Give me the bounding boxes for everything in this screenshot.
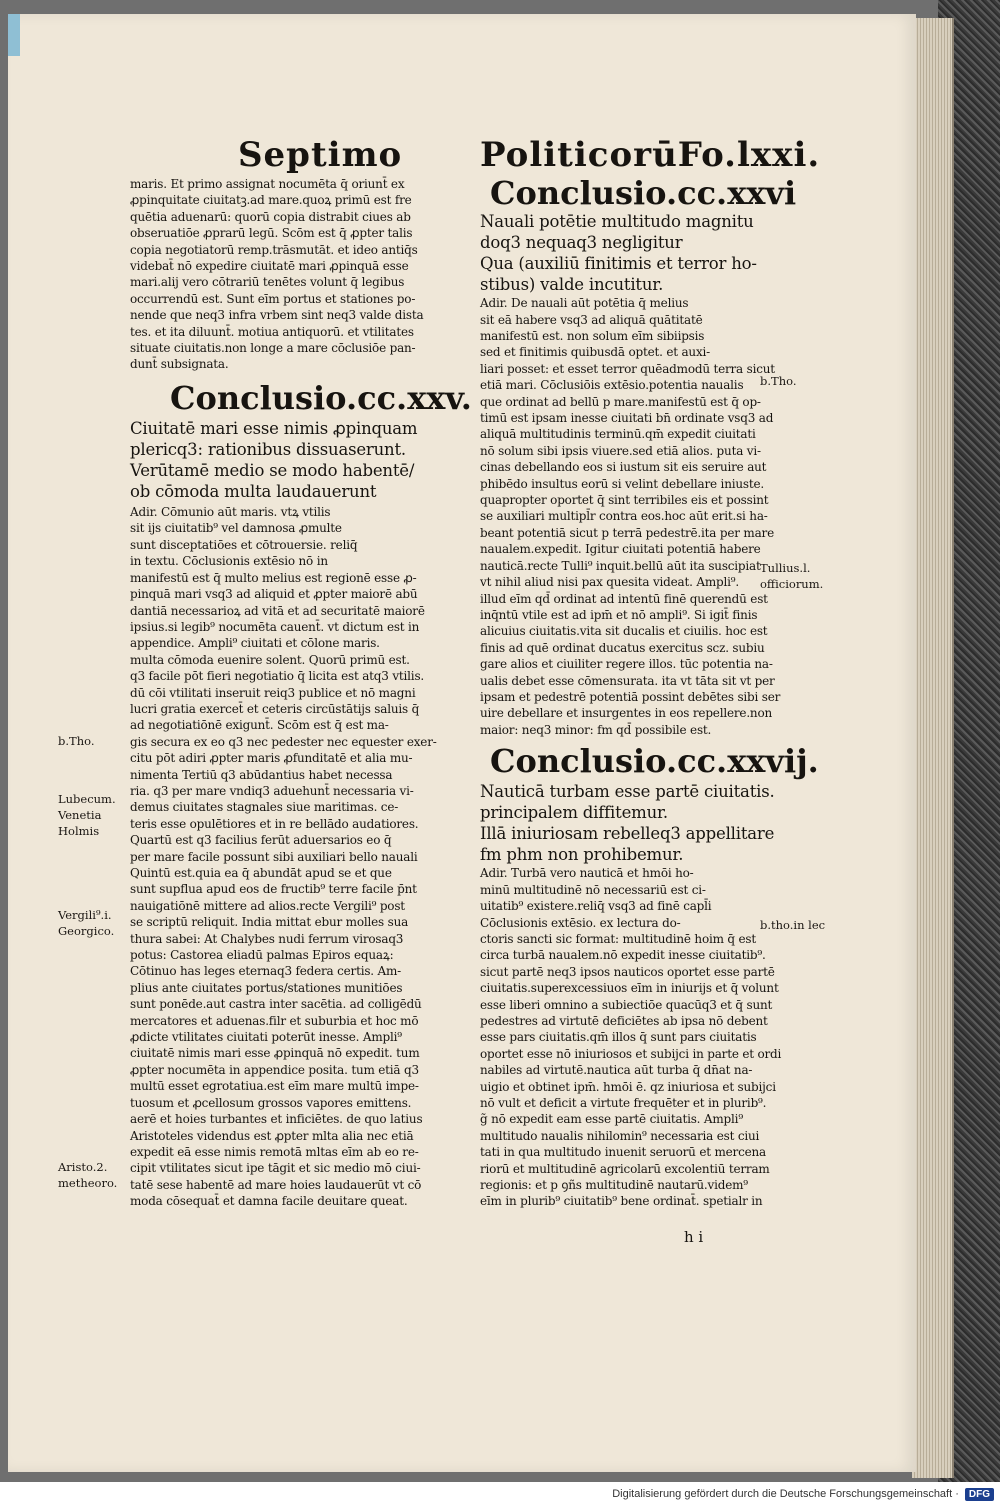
text-line: Adir. Cōmunio aūt maris. vtꝝ vtilis — [130, 505, 331, 520]
running-head-left: Septimo — [238, 135, 403, 175]
margin-note-b-tho-lec: b.tho.in lec — [760, 918, 826, 932]
text-line: pinquā mari vsq3 ad aliquid et ꝓpter maiorē abū — [130, 587, 418, 602]
left-column — [130, 135, 472, 1210]
left-conclusion-title: Conclusio.cc.xxv. — [170, 378, 472, 417]
text-line: pedestres ad virtutē deficiētes ab ipsa nō debent — [480, 1014, 768, 1028]
text-line: plius ante ciuitates portus/stationes munitiōes — [130, 980, 403, 995]
margin-note-venetia: Venetia — [58, 808, 102, 822]
running-title: Politicorū — [480, 135, 678, 175]
text-line: uigio et obtinet ipm̄. hmōi ē. qz iniuriosa et subijci — [480, 1079, 776, 1094]
book-page — [8, 14, 916, 1472]
text-line: moda cōsequat̄ et damna facile deuitare queat. — [130, 1194, 408, 1209]
text-line: q3 facile pōt fieri negotiatio q̄ licita est atq3 vtilis. — [130, 669, 425, 684]
text-line: ꝓdicte vtilitates ciuitati poterūt inesse. Ampli⁹ — [130, 1030, 402, 1045]
right-conclusion-1-title: Conclusio.cc.xxvi — [490, 174, 797, 212]
thesis-line: fm phm non prohibemur. — [480, 845, 684, 865]
text-line: se auxiliari multipl̄r contra eos.hoc aūt erit.si ha- — [480, 509, 768, 524]
text-line: situate ciuitatis.non longe a mare cōclusiōe pan- — [130, 341, 416, 356]
footer-credit: Digitalisierung gefördert durch die Deutsche Forschungsgemeinschaft · — [612, 1488, 959, 1500]
text-line: nende que neq3 infra vrbem sint neq3 valde dista — [130, 308, 424, 323]
thesis-line: Qua (auxiliū finitimis et terror ho- — [480, 254, 757, 274]
thesis-line: Nauticā turbam esse partē ciuitatis. — [480, 782, 775, 802]
text-line: multitudo naualis nihilomin⁹ necessaria est ciui — [480, 1128, 760, 1143]
text-line: gare alios et ciuiliter regere illos. tūc potentia na- — [480, 657, 773, 672]
text-line: phibēdo insultus eorū si velint debellare iniuste. — [480, 476, 764, 491]
text-line: alicuius ciuitatis.vita sit ducalis et ciuilis. hoc est — [480, 624, 768, 639]
text-line: se scriptū reliquit. India mittat ebur molles sua — [130, 915, 409, 930]
text-line: Quintū est.quia ea q̄ abundāt apud se et que — [130, 866, 392, 880]
text-line: potus: Castorea eliadū palmas Epiros equaꝝ: — [130, 948, 394, 963]
text-line: circa turbā naualem.nō expedit inesse ciuitatib⁹. — [480, 948, 766, 963]
text-line: Adir. De nauali aūt potētia q̄ melius — [480, 296, 689, 311]
text-line: videbat̄ nō expedire ciuitatē mari ꝓpinquā esse — [130, 259, 409, 274]
text-line: demus ciuitates stagnales siue maritimas. ce- — [130, 800, 399, 815]
text-line: dunt̄ subsignata. — [130, 357, 229, 372]
text-line: eīm in plurib⁹ ciuitatib⁹ bene ordinat̄. spetialr in — [480, 1194, 763, 1209]
text-line: regionis: et p ꝯñs multitudinē nautarū.videm⁹ — [480, 1178, 748, 1193]
text-line: ad negotiatiōnē exigunt̄. Scōm est q̄ est ma- — [130, 718, 389, 733]
text-line: cinas debellando eos si iustum sit eis seruire aut — [480, 460, 767, 475]
text-line: oportet esse nō iniuriosos et subijci in parte et ordi — [480, 1046, 782, 1061]
text-line: appendice. Ampli⁹ ciuitati et cōlone maris. — [130, 636, 380, 651]
text-line: quapropter oportet q̄ sint terribiles eis et possint — [480, 493, 769, 508]
text-line: thura sabei: At Chalybes nudi ferrum virosaq3 — [130, 931, 404, 946]
text-line: beant potentiā sicut p terrā pedestrē.ita per mare — [480, 525, 774, 540]
thesis-line: Ciuitatē mari esse nimis ꝓpinquam — [130, 419, 418, 439]
text-line: nimenta Tertiū q3 abūdantius habet necessa — [130, 767, 393, 782]
text-line: dū cōi vtilitati inseruit reiq3 publice et nō magni — [130, 685, 416, 700]
text-line: sunt disceptatiōes et cōtrouersie. reliq̄ — [130, 537, 358, 552]
margin-note-tullius-2: officiorum. — [760, 577, 824, 591]
text-line: multū esset egrotatiua.est eīm mare multū impe- — [130, 1079, 419, 1094]
text-line: copia negotiatorū remp.trāsmutāt. et ideo antiq̄s — [130, 242, 418, 257]
text-line: etiā mari. Cōclusiōis extēsio.potentia naualis — [480, 378, 744, 393]
text-line: nō vult et deficit a virtute frequēter et in plurib⁹. — [480, 1096, 767, 1111]
text-line: maior: neq3 minor: fm qd̄ possibile est. — [480, 722, 712, 737]
thesis-line: ob cōmoda multa laudauerunt — [130, 482, 377, 502]
text-line: mari.alij vero cōtrariū tenētes volunt q̄ legibus — [130, 275, 405, 290]
dfg-logo: DFG — [965, 1488, 994, 1501]
text-line: liari posset: et esset terror quēadmodū terra sicut — [480, 361, 775, 376]
text-line: esse liberi omnino a subiectiōe quacūq3 et q̄ sunt — [480, 997, 773, 1012]
thesis-line: doq3 nequaq3 negligitur — [480, 233, 683, 253]
thesis-line: Verūtamē medio se modo habentē/ — [130, 461, 415, 481]
left-conclusion-body — [130, 504, 442, 1209]
thesis-line: Illā iniuriosam rebelleq3 appellitare — [480, 824, 775, 844]
margin-note-vergil-2: Georgico. — [58, 924, 115, 938]
text-line: sunt supflua apud eos de fructib⁹ terre facile p̄nt — [130, 882, 417, 897]
thesis-line: principalem diffitemur. — [480, 803, 668, 823]
text-line: ualis debet esse cōmensurata. ita vt tāta sit vt per — [480, 673, 775, 688]
text-line: nauticā.recte Tulli⁹ inquit.bellū aūt ita suscipiat — [480, 558, 761, 573]
text-line: maris. Et primo assignat nocumēta q̄ oriunt̄ ex — [130, 177, 405, 191]
footer-bar — [0, 1482, 1000, 1506]
right-conclusion-2-title: Conclusio.cc.xxvij. — [490, 742, 819, 781]
text-line: ciuitatē nimis mari esse ꝓpinquā nō expedit. tum — [130, 1046, 420, 1061]
margin-note-b-tho-right: b.Tho. — [760, 374, 797, 388]
signature-mark: h i — [684, 1228, 704, 1246]
text-line: Cōtinuo has leges eternaq3 federa certis. Am- — [130, 964, 402, 979]
text-line: quētia aduenarū: quorū copia distrabit ciues ab — [130, 209, 411, 224]
text-line: uire debellare et insurgentes in eos repellere.non — [480, 706, 773, 721]
text-line: que ordinat ad bellū p mare.manifestū est q̄ op- — [480, 394, 761, 409]
text-line: tes. et ita diluunt̄. motiua antiquorū. et vtilitates — [130, 324, 414, 339]
text-line: tuosum et ꝓcellosum grossos vapores emittens. — [130, 1095, 412, 1110]
page-edges — [912, 18, 954, 1478]
text-line: inq̄ntū vtile est ad ipm̄ et nō ampli⁹. Si igit̄ finis — [480, 607, 758, 622]
text-line: riorū et multitudinē agricolarū excolentiū terram — [480, 1161, 770, 1176]
text-line: sit ijs ciuitatib⁹ vel damnosa ꝓmulte — [130, 521, 342, 536]
text-line: mercatores et aduenas.filr et suburbia et hoc mō — [130, 1013, 419, 1028]
text-line: ꝓpter nocumēta in appendice posita. tum etiā q3 — [130, 1062, 419, 1077]
right-conclusion-2-body — [480, 865, 780, 1210]
text-line: minū multitudinē nō necessariū est ci- — [480, 882, 706, 897]
text-line: vt nihil aliud nisi pax quesita videat. Ampli⁹. — [480, 575, 739, 590]
text-line: occurrendū est. Sunt eīm portus et stationes po- — [130, 291, 416, 306]
text-line: naualem.expedit. Igitur ciuitati potentiā habere — [480, 542, 761, 557]
text-line: citu pōt adiri ꝓpter maris ꝓfunditatē et alia mu- — [130, 751, 413, 766]
text-line: aerē et hoies turbantes et inficiētes. de quo latius — [130, 1112, 423, 1127]
text-line: uitatib⁹ existere.reliq̄ vsq3 ad finē capl̄i — [480, 899, 712, 914]
right-conclusion-1-thesis — [480, 211, 780, 295]
text-line: manifestū est. non solum eīm sibiipsis — [480, 329, 705, 343]
left-intro-text — [130, 176, 442, 373]
text-line: finis ad quē ordinat ducatus exercitus scz. subiu — [480, 640, 765, 655]
margin-note-tullius-1: Tullius.l. — [760, 561, 811, 575]
text-line: ipsius.si legib⁹ nocumēta cauent̄. vt dictum est in — [130, 619, 420, 634]
text-line: ctoris sancti sic format: multitudinē hoim q̄ est — [480, 931, 756, 946]
text-line: ria. q3 per mare vndiq3 aduehunt̄ necessaria vi- — [130, 783, 414, 798]
text-line: sicut partē neq3 ipsos nauticos oportet esse partē — [480, 964, 775, 979]
left-conclusion-thesis — [130, 418, 442, 502]
text-line: Aristoteles videndus est ꝓpter mlta alia nec etiā — [130, 1128, 414, 1143]
margin-note-aristo-1: Aristo.2. — [58, 1160, 108, 1174]
text-line: nabiles ad virtutē.nautica aūt turba q̄ dn̄at na- — [480, 1063, 753, 1078]
text-line: illud eīm qd̄ ordinat ad intentū finē querendū est — [480, 591, 768, 606]
text-line: nauigatiōnē mittere ad alios.recte Vergili⁹ post — [130, 898, 405, 913]
text-line: Cōclusionis extēsio. ex lectura do- — [480, 915, 681, 930]
right-conclusion-2-thesis — [480, 781, 780, 865]
text-line: Adir. Turbā vero nauticā et hmōi ho- — [480, 866, 694, 881]
text-line: multa cōmoda euenire solent. Quorū primū est. — [130, 652, 410, 667]
text-line: cipit vtilitates sicut ipe tāgit et sic medio mō ciui- — [130, 1161, 421, 1176]
right-conclusion-1-body — [480, 295, 780, 738]
text-line: ꝓpinquitate ciuitatꝫ.ad mare.quoꝝ primū est fre — [130, 193, 412, 208]
text-line: sed et finitimis quibusdā optet. et auxi- — [480, 345, 711, 360]
margin-note-aristo-2: metheoro. — [58, 1176, 118, 1190]
text-line: in textu. Cōclusionis extēsio nō in — [130, 554, 328, 569]
text-line: manifestū est q̄ multo melius est regionē esse ꝓ- — [130, 570, 417, 585]
text-line: esse pars ciuitatis.qm̄ illos q̄ sunt pars ciuitatis — [480, 1030, 757, 1045]
text-line: sunt ponēde.aut castra inter sacētia. ad colligēdū — [130, 997, 422, 1012]
margin-note-lubecum: Lubecum. — [58, 792, 116, 806]
text-line: g̃ nō expedit eam esse partē ciuitatis. Ampli⁹ — [480, 1112, 743, 1127]
text-line: nō solum sibi ipsis viuere.sed etiā alios. puta vi- — [480, 443, 761, 458]
text-line: obseruatiōe ꝓprarū legū. Scōm est q̄ ꝓpter talis — [130, 226, 413, 241]
text-line: gis secura ex eo q3 nec pedester nec equester exer- — [130, 734, 437, 749]
thesis-line: plericq3: rationibus dissuaserunt. — [130, 440, 406, 460]
text-line: expedit eā esse nimis remotā mltas eīm ab eo re- — [130, 1144, 419, 1159]
text-line: lucri gratia exercet̄ et ceteris circūstātijs saluis q̄ — [130, 701, 420, 716]
thesis-line: Nauali potētie multitudo magnitu — [480, 212, 754, 232]
text-line: tati in qua multitudo inuenit seruorū et mercena — [480, 1145, 766, 1160]
text-line: tatē sese habentē ad mare hoies laudauerūt vt cō — [130, 1177, 422, 1192]
text-line: teris esse opulētiores et in re bellādo audatiores. — [130, 816, 419, 831]
text-line: timū est ipsam inesse ciuitati bn̄ ordinate vsq3 ad — [480, 411, 774, 426]
margin-note-b-tho-left: b.Tho. — [58, 734, 95, 748]
text-line: sit eā habere vsq3 ad aliquā quātitatē — [480, 312, 703, 327]
running-head-right — [480, 135, 821, 175]
text-line: ipsam et pedestrē potentiā possint debētes sibi ser — [480, 689, 781, 704]
text-line: Quartū est q3 facilius ferūt aduersarios eo q̄ — [130, 833, 392, 848]
margin-note-vergil-1: Vergili⁹.i. — [58, 908, 112, 922]
margin-note-holmis: Holmis — [58, 824, 100, 838]
folio-number: Fo.lxxi. — [677, 135, 821, 175]
text-line: aliquā multitudinis terminū.qm̄ expedit ciuitati — [480, 427, 756, 442]
text-line: ciuitatis.superexcessiuos eīm in iniurijs et q̄ volunt — [480, 981, 779, 996]
thesis-line: stibus) valde incutitur. — [480, 275, 664, 295]
color-reference-tab — [8, 14, 20, 56]
text-line: dantiā necessarioꝝ ad vitā et ad securitatē maiorē — [130, 603, 425, 618]
text-line: per mare facile possunt sibi auxiliari bello nauali — [130, 849, 418, 864]
